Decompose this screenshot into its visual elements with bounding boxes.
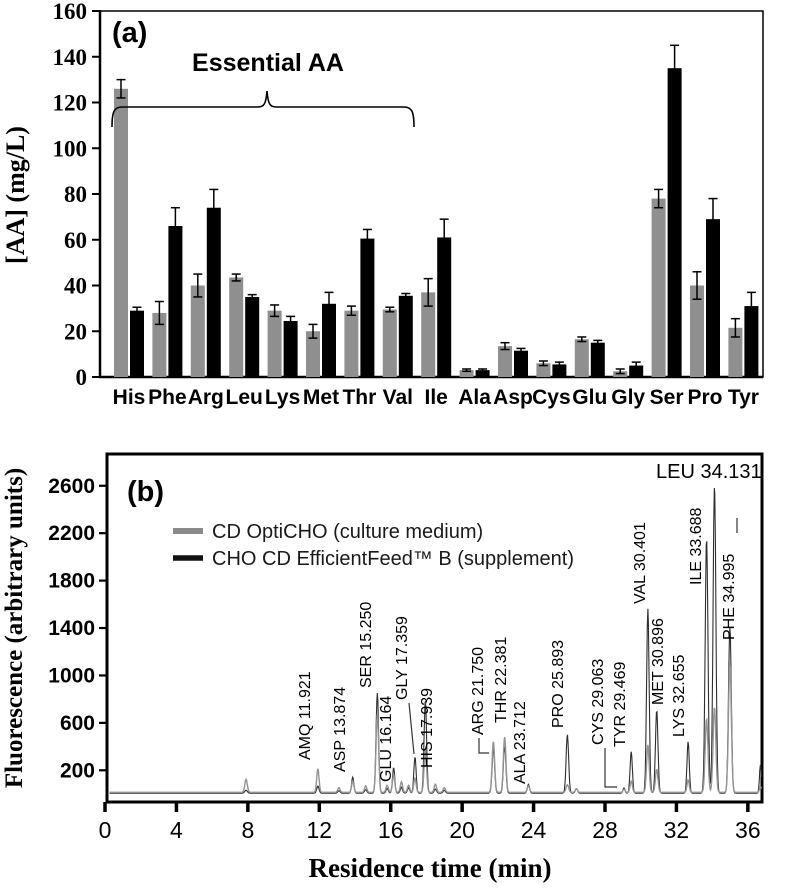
category-label-Arg: Arg xyxy=(187,386,224,409)
peak-label-CYS: CYS 29.063 xyxy=(590,658,607,745)
category-label-Ser: Ser xyxy=(649,386,684,409)
y-tick-label-a: 20 xyxy=(64,319,87,345)
panel-b-label: (b) xyxy=(127,476,165,508)
bar-black-Lys xyxy=(284,321,298,377)
peak-label-ARG: ARG 21.750 xyxy=(470,646,487,735)
bar-gray-His xyxy=(114,89,128,377)
y-tick-label-a: 100 xyxy=(52,136,87,162)
category-label-Lys: Lys xyxy=(264,386,301,409)
peak-label-LYS: LYS 32.655 xyxy=(671,654,688,737)
y-tick-label-b: 2200 xyxy=(48,522,95,546)
category-label-His: His xyxy=(112,386,146,409)
bar-gray-Thr xyxy=(344,311,358,377)
x-tick-label-b: 20 xyxy=(449,817,475,843)
category-label-Ile: Ile xyxy=(424,386,448,409)
y-tick-label-b: 1000 xyxy=(48,664,95,688)
peak-label-LEU: LEU 34.131 xyxy=(656,461,762,483)
category-label-Thr: Thr xyxy=(342,386,377,409)
panel-a-label: (a) xyxy=(112,17,148,49)
peak-label-PHE: PHE 34.995 xyxy=(721,553,738,640)
x-tick-label-b: 8 xyxy=(241,817,255,843)
bar-black-Ser xyxy=(668,68,682,377)
y-tick-label-a: 120 xyxy=(52,90,87,116)
peak-label-ILE: ILE 33.688 xyxy=(688,507,705,585)
bar-black-Glu xyxy=(591,343,605,377)
bar-black-Thr xyxy=(360,239,374,377)
category-label-Phe: Phe xyxy=(148,386,187,409)
bar-gray-Leu xyxy=(229,277,243,377)
x-tick-label-b: 0 xyxy=(98,817,112,843)
legend-label-culture-medium: CD OptiCHO (culture medium) xyxy=(212,521,484,543)
peak-label-SER: SER 15.250 xyxy=(358,601,375,688)
panel-a-y-axis-title: [AA] (mg/L) xyxy=(1,126,30,264)
category-label-Tyr: Tyr xyxy=(727,386,759,409)
peak-label-THR: THR 22.381 xyxy=(493,636,510,723)
x-tick-label-b: 4 xyxy=(170,817,183,843)
panel-b-y-axis-title: Fluorescence (arbitrary units) xyxy=(1,467,28,789)
bar-gray-Ser xyxy=(652,199,666,377)
category-label-Glu: Glu xyxy=(572,386,608,409)
category-label-Leu: Leu xyxy=(225,386,263,409)
peak-label-ALA: ALA 23.712 xyxy=(512,701,529,784)
bar-black-Pro xyxy=(706,219,720,377)
category-label-Ala: Ala xyxy=(458,386,491,409)
y-tick-label-a: 140 xyxy=(52,44,87,70)
x-tick-label-b: 16 xyxy=(377,817,404,843)
legend-label-supplement: CHO CD EfficientFeed™ B (supplement) xyxy=(212,548,574,570)
bar-gray-Arg xyxy=(191,286,205,378)
category-label-Pro: Pro xyxy=(687,386,723,409)
y-tick-label-b: 200 xyxy=(59,759,95,783)
peak-label-GLU: GLU 16.164 xyxy=(378,695,395,782)
peak-label-ASP: ASP 13.874 xyxy=(332,686,349,772)
category-label-Asp: Asp xyxy=(493,386,533,409)
bar-gray-Lys xyxy=(268,311,282,377)
x-tick-label-b: 32 xyxy=(663,817,690,843)
peak-label-PRO: PRO 25.893 xyxy=(550,639,567,728)
bar-black-Phe xyxy=(168,226,182,377)
category-label-Gly: Gly xyxy=(611,386,646,409)
peak-label-TYR: TYR 29.469 xyxy=(612,661,629,747)
bar-black-His xyxy=(130,311,144,377)
x-tick-label-b: 28 xyxy=(592,817,618,843)
x-tick-label-b: 12 xyxy=(306,817,333,843)
peak-label-AMQ: AMQ 11.921 xyxy=(297,671,314,760)
y-tick-label-a: 0 xyxy=(75,365,87,390)
peak-label-VAL: VAL 30.401 xyxy=(632,522,649,604)
y-tick-label-b: 1800 xyxy=(48,569,95,593)
bar-black-Arg xyxy=(207,208,221,377)
category-label-Val: Val xyxy=(382,386,413,409)
y-tick-label-a: 80 xyxy=(64,182,87,207)
peak-label-GLY: GLY 17.359 xyxy=(394,616,411,700)
y-tick-label-b: 600 xyxy=(59,711,95,735)
x-tick-label-b: 24 xyxy=(520,817,547,843)
y-tick-label-b: 1400 xyxy=(48,617,95,641)
category-label-Met: Met xyxy=(302,386,340,409)
category-label-Cys: Cys xyxy=(532,386,571,409)
x-tick-label-b: 36 xyxy=(735,817,761,843)
bar-black-Leu xyxy=(245,297,259,377)
peak-label-HIS: HIS 17.939 xyxy=(419,687,436,768)
bar-gray-Asp xyxy=(498,346,512,377)
bar-black-Ile xyxy=(437,237,451,377)
peak-label-MET: MET 30.896 xyxy=(650,618,667,705)
y-tick-label-b: 2600 xyxy=(48,474,95,498)
bar-gray-Glu xyxy=(575,339,589,377)
y-tick-label-a: 160 xyxy=(52,0,87,24)
bar-gray-Val xyxy=(383,310,397,377)
y-tick-label-a: 60 xyxy=(64,227,87,253)
panel-b-x-axis-title: Residence time (min) xyxy=(308,853,552,883)
bar-black-Val xyxy=(399,296,413,377)
bar-black-Asp xyxy=(514,351,528,377)
y-tick-label-a: 40 xyxy=(64,273,87,299)
essential-aa-annotation: Essential AA xyxy=(192,49,344,77)
